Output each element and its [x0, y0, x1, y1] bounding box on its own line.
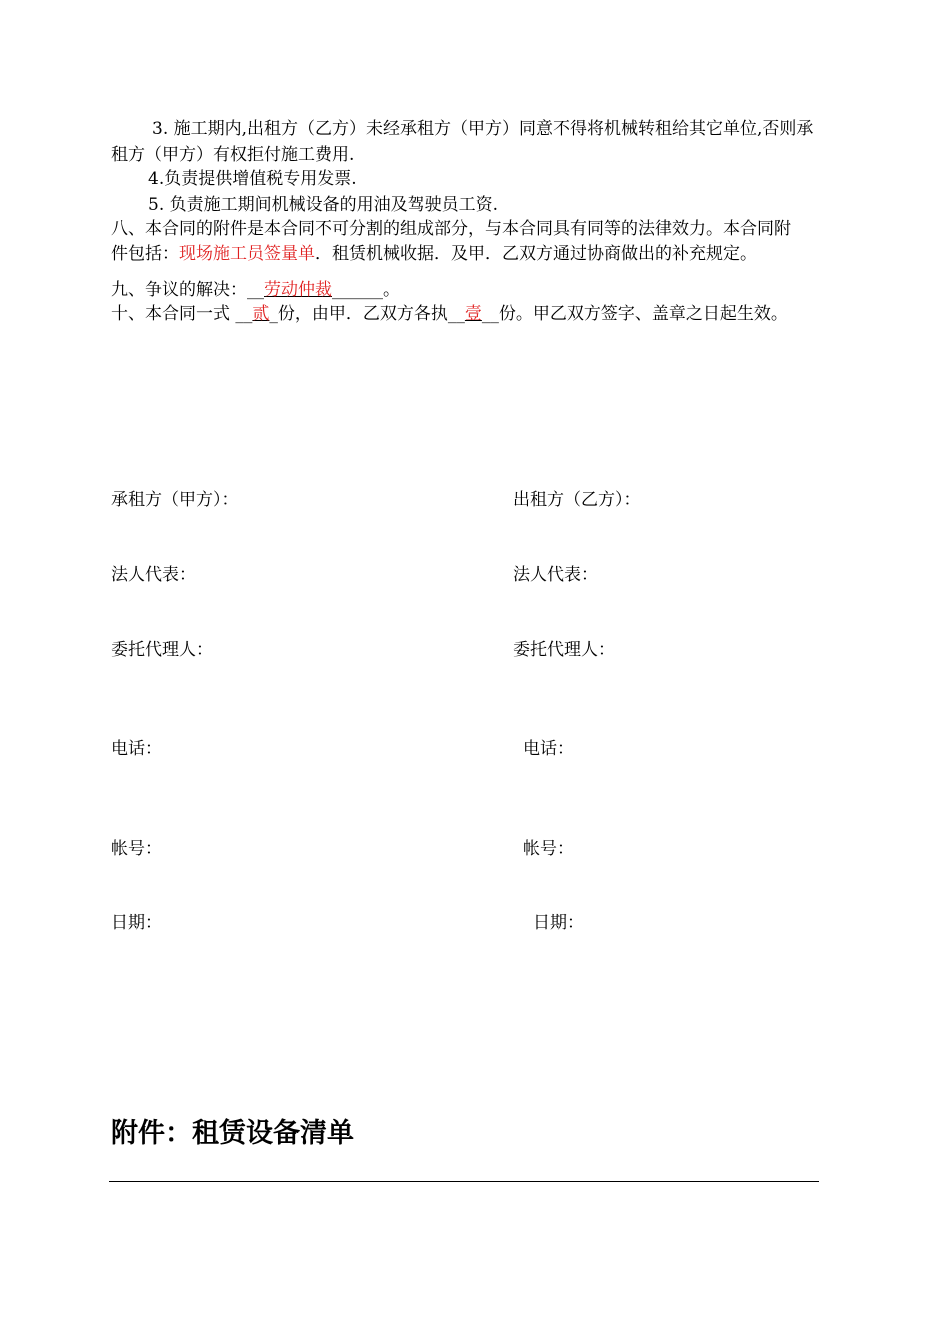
party-b-account-label: 帐号： — [523, 839, 574, 859]
clause-9-blank-lead: __ — [247, 280, 264, 300]
clause-10-blank1-lead: __ — [235, 304, 253, 324]
clause-10-end: 份。甲乙双方签字、盖章之日起生效。 — [498, 304, 788, 324]
party-b-agent-label: 委托代理人： — [513, 640, 615, 660]
party-a-account-label: 帐号： — [111, 839, 162, 859]
attachment-sign-sheet: 现场施工员签量单 — [179, 244, 315, 264]
clause-9-blank-trail: ______ — [332, 280, 383, 300]
party-b-date-label: 日期： — [533, 913, 584, 933]
party-b-legal-rep-label: 法人代表： — [513, 565, 598, 585]
party-a-phone-label: 电话： — [111, 739, 162, 759]
clause-8-line-2 — [111, 244, 757, 264]
clause-10-blank2-trail: __ — [481, 304, 499, 324]
clause-10 — [111, 304, 788, 324]
clause-9 — [111, 280, 400, 300]
appendix-divider — [109, 1181, 819, 1182]
party-a-legal-rep-label: 法人代表： — [111, 565, 196, 585]
party-a-lessee-label: 承租方（甲方）： — [111, 490, 239, 510]
clause-4: 4.负责提供增值税专用发票. — [148, 169, 357, 189]
clause-8-prefix: 件包括： — [111, 244, 179, 264]
party-b-lessor-label: 出租方（乙方）： — [513, 490, 641, 510]
clause-3-line-1: 3. 施工期内,出租方（乙方）未经承租方（甲方）同意不得将机械转租给其它单位,否则承 — [152, 119, 814, 139]
clause-9-end: 。 — [383, 280, 400, 300]
dispute-resolution-value: 劳动仲裁 — [264, 280, 332, 300]
party-a-date-label: 日期： — [111, 913, 162, 933]
clause-10-mid: 份，由甲．乙双方各执 — [277, 304, 448, 324]
clause-5: 5. 负责施工期间机械设备的用油及驾驶员工资. — [148, 195, 499, 215]
clause-8-suffix: ．租赁机械收据．及甲．乙双方通过协商做出的补充规定。 — [315, 244, 757, 264]
clause-8-line-1: 八、本合同的附件是本合同不可分割的组成部分，与本合同具有同等的法律效力。本合同附 — [111, 219, 791, 239]
appendix-title: 附件：租赁设备清单 — [111, 1118, 354, 1149]
party-a-agent-label: 委托代理人： — [111, 640, 213, 660]
clause-10-blank2-lead: __ — [447, 304, 465, 324]
copies-total-value: 贰 — [252, 304, 270, 324]
copies-each-value: 壹 — [464, 304, 482, 324]
clause-3-line-2: 租方（甲方）有权拒付施工费用. — [111, 145, 355, 165]
party-b-phone-label: 电话： — [523, 739, 574, 759]
clause-10-prefix: 十、本合同一式 — [111, 304, 236, 324]
clause-9-prefix: 九、争议的解决： — [111, 280, 247, 300]
clause-10-blank1-trail: _ — [269, 304, 278, 324]
